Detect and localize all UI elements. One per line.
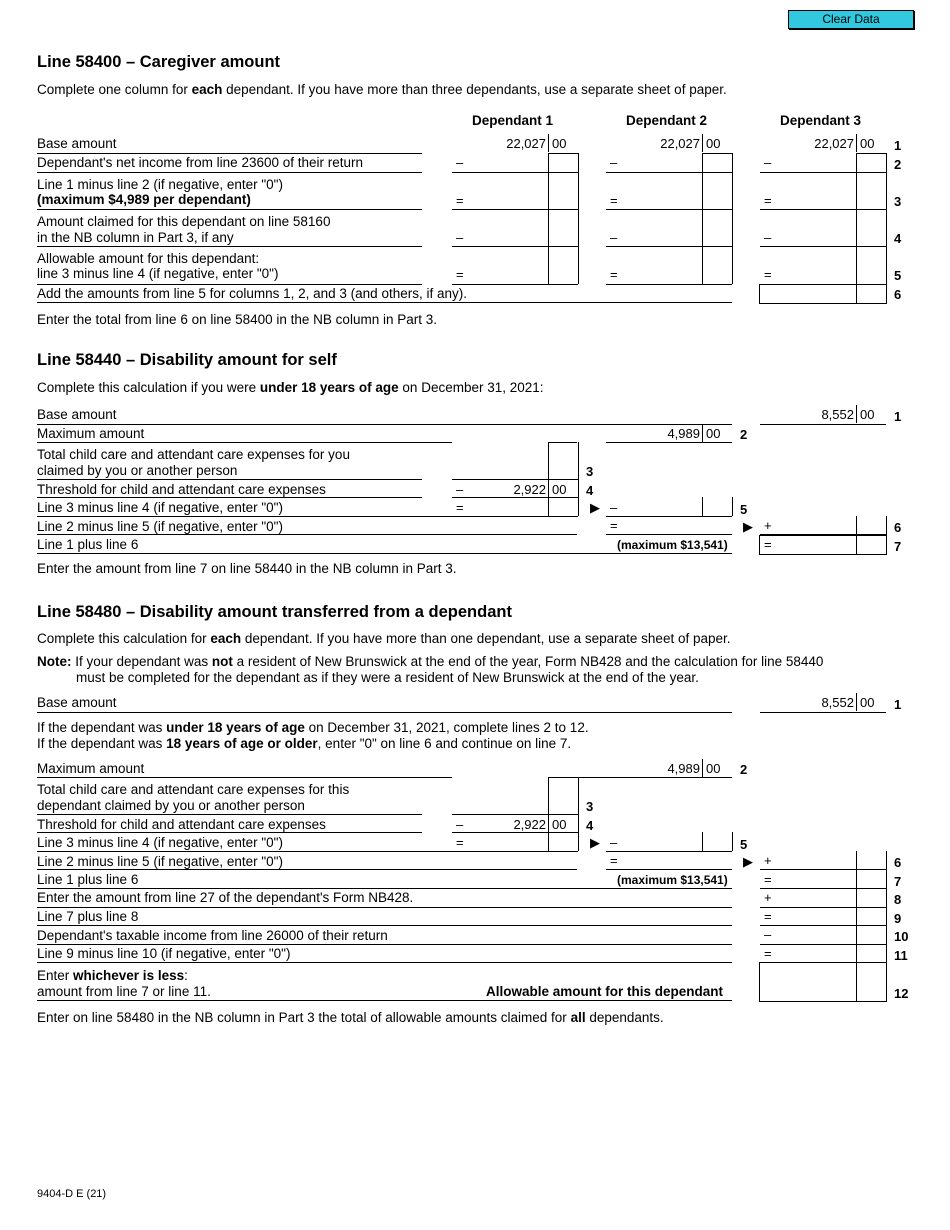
maximum-note: (maximum $13,541) bbox=[617, 538, 728, 552]
s3-line12-input[interactable] bbox=[759, 962, 887, 1002]
row-label: Amount claimed for this dependant on line 58160 bbox=[37, 214, 331, 229]
plus-sign: + bbox=[764, 853, 772, 868]
dep2-base-cents: 00 bbox=[706, 136, 721, 151]
line-number: 11 bbox=[894, 948, 908, 963]
form-code: 9404-D E (21) bbox=[37, 1188, 107, 1200]
line-number: 10 bbox=[894, 929, 909, 944]
row-label: line 3 minus line 4 (if negative, enter "0") bbox=[37, 266, 279, 281]
section-intro-58480: Complete this calculation for each dependant. If you have more than one dependant, use a separate sheet of paper. bbox=[37, 631, 731, 646]
dep2-line5-input[interactable] bbox=[606, 246, 703, 285]
maximum-note: (maximum $13,541) bbox=[617, 873, 728, 887]
row-label: Enter the amount from line 27 of the dependant's Form NB428. bbox=[37, 890, 414, 905]
row-label: Dependant's net income from line 23600 of their return bbox=[37, 155, 364, 170]
line-number: 4 bbox=[586, 818, 594, 833]
line-number: 6 bbox=[894, 520, 902, 535]
arrow-icon: ▶ bbox=[743, 854, 753, 869]
line-number: 7 bbox=[894, 539, 902, 554]
dep2-line3-input[interactable] bbox=[606, 172, 703, 210]
section-intro-58400: Complete one column for each dependant. If you have more than three dependants, use a separate sheet of paper. bbox=[37, 82, 727, 97]
dep2-line2-input[interactable] bbox=[606, 153, 703, 173]
s3-base-dollars: 8,552 bbox=[821, 695, 854, 710]
line-number: 3 bbox=[894, 194, 902, 209]
row-label: Threshold for child and attendant care expenses bbox=[37, 817, 326, 832]
row-label: Line 2 minus line 5 (if negative, enter "0") bbox=[37, 854, 283, 869]
row-label: Base amount bbox=[37, 695, 117, 710]
dep3-line4-input[interactable] bbox=[760, 209, 857, 247]
section-title-58480: Line 58480 – Disability amount transferred from a dependant bbox=[37, 603, 512, 621]
equals-sign: = bbox=[456, 500, 464, 515]
s2-max-dollars: 4,989 bbox=[667, 426, 700, 441]
line-number: 1 bbox=[894, 138, 902, 153]
s2-line5-input[interactable] bbox=[606, 497, 703, 517]
note-line-1: Note: If your dependant was not a resident of New Brunswick at the end of the year, Form NB428 and the calculation for line 58440 bbox=[37, 654, 824, 669]
plus-sign: + bbox=[764, 890, 772, 905]
equals-sign: = bbox=[456, 193, 464, 208]
row-label: Line 3 minus line 4 (if negative, enter "0") bbox=[37, 500, 283, 515]
dep3-base-cents: 00 bbox=[860, 136, 875, 151]
equals-sign: = bbox=[610, 193, 618, 208]
row-label: Enter whichever is less: bbox=[37, 968, 188, 983]
row-label: (maximum $4,989 per dependant) bbox=[37, 192, 251, 207]
section-footer-58440: Enter the amount from line 7 on line 58440 in the NB column in Part 3. bbox=[37, 561, 457, 576]
section-footer-58480: Enter on line 58480 in the NB column in Part 3 the total of allowable amounts claimed for all dependants. bbox=[37, 1010, 664, 1025]
s3-line8-input[interactable] bbox=[760, 888, 857, 908]
dep1-line2-input[interactable] bbox=[452, 153, 549, 173]
row-label: Maximum amount bbox=[37, 761, 145, 776]
line-number: 7 bbox=[894, 874, 902, 889]
equals-sign: = bbox=[610, 518, 618, 533]
clear-data-button[interactable]: Clear Data bbox=[788, 10, 914, 29]
dep3-line3-input[interactable] bbox=[760, 172, 857, 210]
s3-line6-input[interactable] bbox=[760, 851, 857, 870]
s3-threshold-cents: 00 bbox=[552, 817, 567, 832]
row-label: Line 2 minus line 5 (if negative, enter "0") bbox=[37, 519, 283, 534]
minus-sign: – bbox=[610, 500, 618, 515]
minus-sign: – bbox=[610, 835, 618, 850]
line-number: 2 bbox=[894, 157, 902, 172]
dep2-base-dollars: 22,027 bbox=[660, 136, 700, 151]
row-label: Line 1 plus line 6 bbox=[37, 537, 139, 552]
dep2-line4-input[interactable] bbox=[606, 209, 703, 247]
row-label: Base amount bbox=[37, 136, 117, 151]
section-intro-58440: Complete this calculation if you were under 18 years of age on December 31, 2021: bbox=[37, 380, 544, 395]
dep3-base-dollars: 22,027 bbox=[814, 136, 854, 151]
s2-line7-input[interactable] bbox=[759, 535, 887, 555]
s3-line7-input[interactable] bbox=[760, 869, 857, 889]
line-number: 5 bbox=[740, 502, 748, 517]
dep1-line5-input[interactable] bbox=[452, 246, 549, 285]
s3-line3-input[interactable] bbox=[452, 777, 549, 815]
equals-sign: = bbox=[456, 267, 464, 282]
arrow-icon: ▶ bbox=[590, 835, 600, 850]
line-number: 12 bbox=[894, 986, 909, 1001]
row-label: Line 1 minus line 2 (if negative, enter "0") bbox=[37, 177, 283, 192]
equals-sign: = bbox=[764, 872, 772, 887]
s2-base-cents: 00 bbox=[860, 407, 875, 422]
row-label: Line 3 minus line 4 (if negative, enter "0") bbox=[37, 835, 283, 850]
minus-sign: – bbox=[610, 155, 618, 170]
equals-sign: = bbox=[764, 946, 772, 961]
minus-sign: – bbox=[764, 927, 772, 942]
dep1-base-cents: 00 bbox=[552, 136, 567, 151]
row-label: Base amount bbox=[37, 407, 117, 422]
row-label: Total child care and attendant care expenses for you bbox=[37, 447, 350, 462]
dep3-line5-input[interactable] bbox=[760, 246, 857, 285]
equals-sign: = bbox=[610, 267, 618, 282]
row-label: Allowable amount for this dependant: bbox=[37, 251, 260, 266]
s3-line11-input[interactable] bbox=[760, 944, 857, 963]
line-number: 3 bbox=[586, 464, 594, 479]
row-label: claimed by you or another person bbox=[37, 463, 238, 478]
equals-sign: = bbox=[764, 909, 772, 924]
equals-sign: = bbox=[764, 267, 772, 282]
line-number: 5 bbox=[894, 268, 902, 283]
line-number: 6 bbox=[894, 855, 902, 870]
dep1-base-dollars: 22,027 bbox=[506, 136, 546, 151]
line-number: 9 bbox=[894, 911, 902, 926]
column-header-dependant-1: Dependant 1 bbox=[472, 113, 554, 128]
line-number: 1 bbox=[894, 697, 902, 712]
minus-sign: – bbox=[764, 230, 772, 245]
dep3-line2-input[interactable] bbox=[760, 153, 857, 173]
row-label: Line 7 plus line 8 bbox=[37, 909, 139, 924]
s3-line9-input[interactable] bbox=[760, 907, 857, 926]
s3-max-cents: 00 bbox=[706, 761, 721, 776]
line-number: 1 bbox=[894, 409, 902, 424]
row-label: amount from line 7 or line 11. bbox=[37, 984, 211, 999]
minus-sign: – bbox=[610, 230, 618, 245]
line-number: 4 bbox=[586, 483, 594, 498]
equals-sign: = bbox=[456, 835, 464, 850]
arrow-icon: ▶ bbox=[743, 519, 753, 534]
s3-max-dollars: 4,989 bbox=[667, 761, 700, 776]
line6-total-input[interactable] bbox=[759, 284, 887, 304]
s3-threshold-dollars: 2,922 bbox=[513, 817, 546, 832]
minus-sign: – bbox=[456, 482, 464, 497]
row-label: Add the amounts from line 5 for columns 1, 2, and 3 (and others, if any). bbox=[37, 286, 467, 301]
allowable-amount-label: Allowable amount for this dependant bbox=[486, 984, 724, 999]
s2-threshold-cents: 00 bbox=[552, 482, 567, 497]
dep1-line4-input[interactable] bbox=[452, 209, 549, 247]
row-label: in the NB column in Part 3, if any bbox=[37, 230, 234, 245]
row-label: Total child care and attendant care expenses for this bbox=[37, 782, 350, 797]
minus-sign: – bbox=[456, 155, 464, 170]
arrow-icon: ▶ bbox=[590, 500, 600, 515]
line-number: 8 bbox=[894, 892, 902, 907]
line-number: 2 bbox=[740, 762, 748, 777]
condition-line-2: If the dependant was 18 years of age or older, enter "0" on line 6 and continue on line 7. bbox=[37, 736, 572, 751]
s2-base-dollars: 8,552 bbox=[821, 407, 854, 422]
column-header-dependant-2: Dependant 2 bbox=[626, 113, 708, 128]
line-number: 3 bbox=[586, 799, 594, 814]
section-footer-58400: Enter the total from line 6 on line 58400 in the NB column in Part 3. bbox=[37, 312, 437, 327]
minus-sign: – bbox=[764, 155, 772, 170]
s2-line3-input[interactable] bbox=[452, 442, 549, 480]
line-number: 6 bbox=[894, 287, 902, 302]
equals-sign: = bbox=[764, 193, 772, 208]
row-label: Maximum amount bbox=[37, 426, 145, 441]
minus-sign: – bbox=[456, 230, 464, 245]
section-title-58400: Line 58400 – Caregiver amount bbox=[37, 53, 281, 71]
row-label: Dependant's taxable income from line 26000 of their return bbox=[37, 928, 388, 943]
row-label: Line 9 minus line 10 (if negative, enter "0") bbox=[37, 946, 291, 961]
s2-threshold-dollars: 2,922 bbox=[513, 482, 546, 497]
plus-sign: + bbox=[764, 518, 772, 533]
equals-sign: = bbox=[764, 537, 772, 552]
note-line-2: must be completed for the dependant as if they were a resident of New Brunswick at the end of the year. bbox=[76, 670, 699, 685]
column-header-dependant-3: Dependant 3 bbox=[780, 113, 862, 128]
s3-line5-input[interactable] bbox=[606, 832, 703, 852]
line-number: 5 bbox=[740, 837, 748, 852]
s3-line10-input[interactable] bbox=[760, 925, 857, 945]
row-label: Line 1 plus line 6 bbox=[37, 872, 139, 887]
line-number: 2 bbox=[740, 427, 748, 442]
row-label: dependant claimed by you or another person bbox=[37, 798, 305, 813]
s2-line6-input[interactable] bbox=[760, 516, 857, 536]
s2-max-cents: 00 bbox=[706, 426, 721, 441]
condition-line-1: If the dependant was under 18 years of age on December 31, 2021, complete lines 2 to 12. bbox=[37, 720, 589, 735]
section-title-58440: Line 58440 – Disability amount for self bbox=[37, 351, 337, 369]
minus-sign: – bbox=[456, 817, 464, 832]
row-label: Threshold for child and attendant care expenses bbox=[37, 482, 326, 497]
equals-sign: = bbox=[610, 853, 618, 868]
line-number: 4 bbox=[894, 231, 902, 246]
dep1-line3-input[interactable] bbox=[452, 172, 549, 210]
s3-base-cents: 00 bbox=[860, 695, 875, 710]
